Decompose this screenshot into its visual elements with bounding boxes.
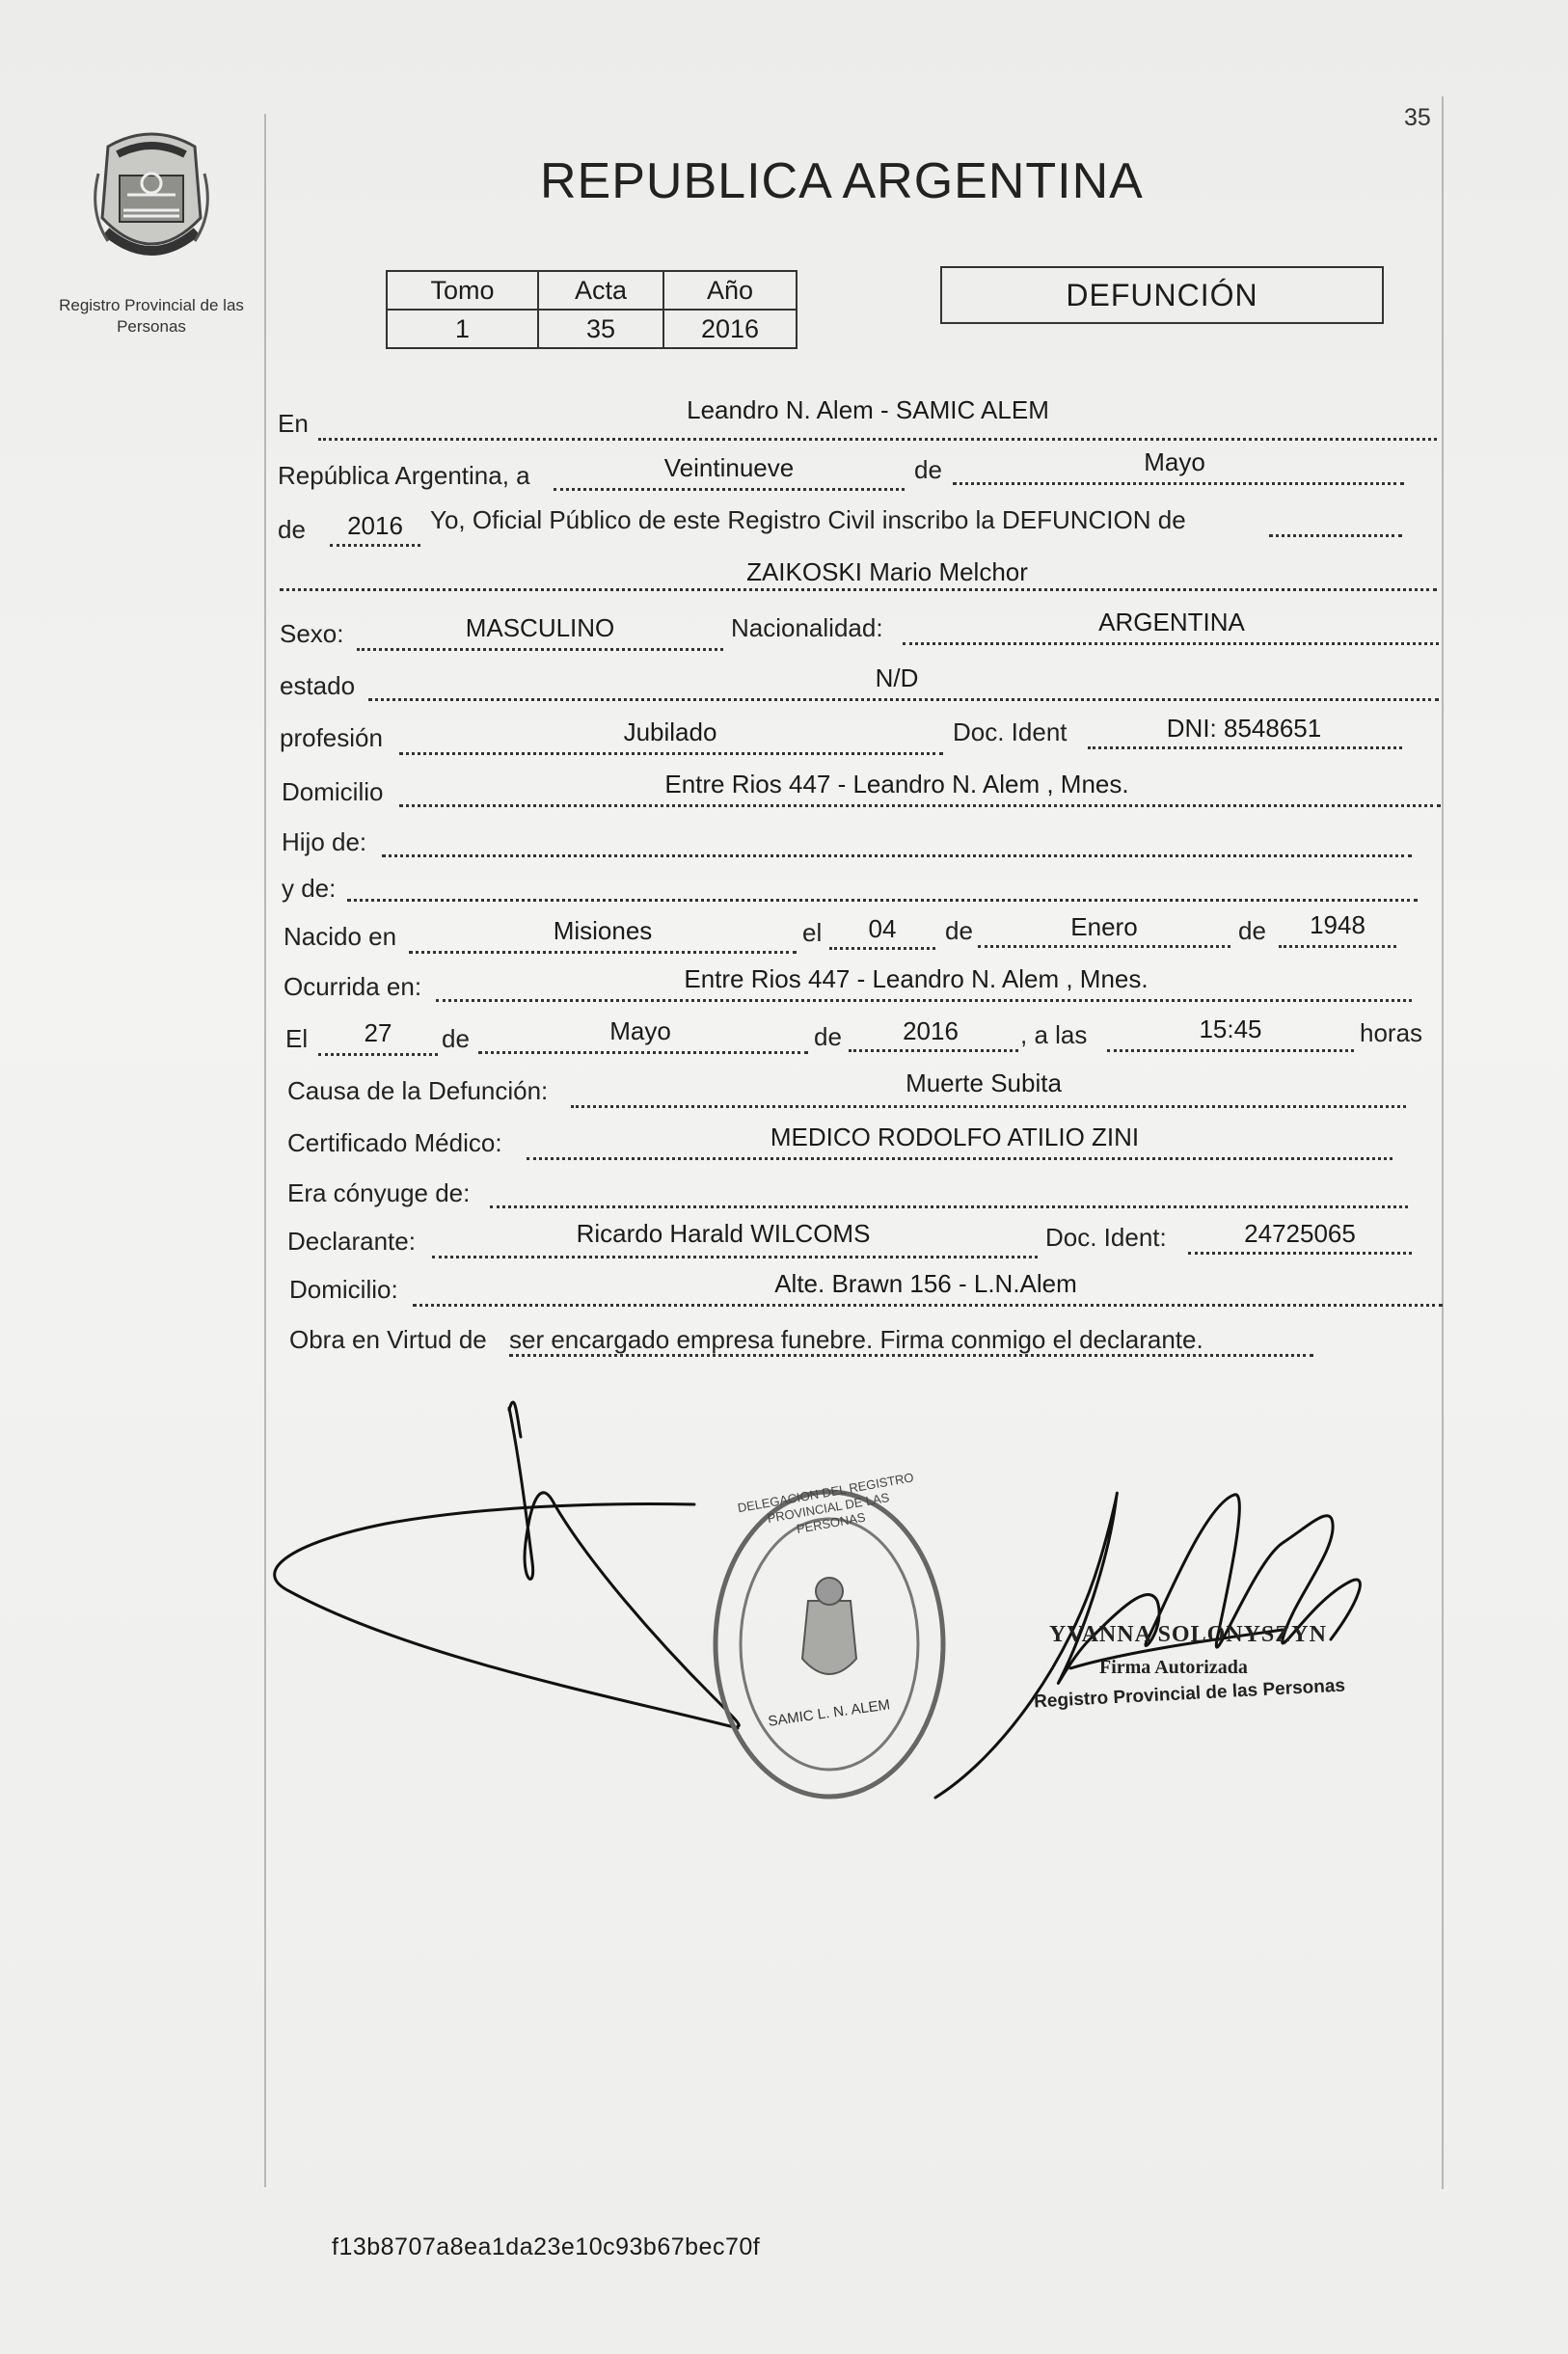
- year-prefix-label: de: [278, 515, 306, 544]
- officer-name: YVANNA SOLONYSZYN: [1049, 1622, 1327, 1647]
- nacido-label: Nacido en: [284, 922, 397, 951]
- header-anio: Año: [663, 271, 797, 310]
- estado-value: N/D: [875, 663, 919, 692]
- value-anio: 2016: [663, 310, 797, 348]
- conyuge-label: Era cónyuge de:: [287, 1178, 471, 1207]
- hijo-label: Hijo de:: [282, 827, 367, 856]
- causa-value: Muerte Subita: [906, 1069, 1062, 1097]
- officer-role: Firma Autorizada: [1099, 1657, 1248, 1678]
- profesion-label: profesión: [280, 723, 383, 752]
- death-el-label: El: [285, 1024, 309, 1053]
- estado-label: estado: [280, 671, 356, 700]
- death-de2-label: de: [814, 1022, 842, 1051]
- birth-de2-label: de: [1238, 916, 1266, 945]
- declarante-label: Declarante:: [287, 1227, 416, 1256]
- ocurrida-label: Ocurrida en:: [284, 972, 422, 1001]
- death-de1-label: de: [442, 1024, 470, 1053]
- registry-name: Registro Provincial de las Personas: [59, 296, 244, 336]
- alas-label: , a las: [1020, 1020, 1088, 1049]
- record-type-box: DEFUNCIÓN: [940, 266, 1384, 324]
- en-value: Leandro N. Alem - SAMIC ALEM: [687, 395, 1049, 424]
- declarante-doc-label: Doc. Ident:: [1045, 1223, 1167, 1252]
- obra-label: Obra en Virtud de: [289, 1325, 487, 1354]
- doc-ident-label: Doc. Ident: [953, 717, 1068, 746]
- certificado-label: Certificado Médico:: [287, 1128, 502, 1157]
- header-tomo: Tomo: [387, 271, 538, 310]
- de-label: de: [914, 455, 942, 484]
- day-value: Veintinueve: [663, 453, 795, 482]
- death-day-value: 27: [364, 1018, 392, 1047]
- causa-label: Causa de la Defunción:: [287, 1076, 549, 1105]
- declarante-doc-value: 24725065: [1244, 1219, 1356, 1248]
- ocurrida-value: Entre Rios 447 - Leandro N. Alem , Mnes.: [684, 964, 1149, 993]
- nacionalidad-label: Nacionalidad:: [731, 613, 883, 642]
- profesion-value: Jubilado: [623, 717, 717, 746]
- certificado-value: MEDICO RODOLFO ATILIO ZINI: [770, 1123, 1140, 1151]
- declarante-domicilio-label: Domicilio:: [289, 1275, 398, 1304]
- birth-day-value: 04: [868, 914, 897, 943]
- death-year-value: 2016: [903, 1016, 959, 1045]
- republica-label: República Argentina, a: [278, 461, 530, 490]
- header-acta: Acta: [538, 271, 663, 310]
- stamp-inner-text: SAMIC L. N. ALEM: [767, 1696, 892, 1730]
- horas-label: horas: [1360, 1018, 1423, 1047]
- doc-ident-value: DNI: 8548651: [1166, 714, 1322, 743]
- death-time-value: 15:45: [1199, 1015, 1262, 1043]
- year-value: 2016: [347, 511, 403, 540]
- nacido-value: Misiones: [553, 916, 653, 945]
- sexo-value: MASCULINO: [465, 613, 615, 642]
- birth-month-value: Enero: [1070, 912, 1138, 941]
- nacionalidad-value: ARGENTINA: [1098, 608, 1245, 636]
- birth-year-value: 1948: [1310, 910, 1365, 939]
- month-value: Mayo: [1144, 447, 1205, 476]
- death-month-value: Mayo: [609, 1016, 671, 1045]
- declarante-domicilio-value: Alte. Brawn 156 - L.N.Alem: [774, 1269, 1077, 1298]
- sexo-label: Sexo:: [280, 619, 344, 648]
- document-hash: f13b8707a8ea1da23e10c93b67bec70f: [332, 2233, 761, 2260]
- value-tomo: 1: [387, 310, 538, 348]
- stamp-ring-text: DELEGACION DEL REGISTRO PROVINCIAL DE LAS PERSONAS: [736, 1470, 915, 1536]
- value-acta: 35: [538, 310, 663, 348]
- domicilio-label: Domicilio: [282, 777, 384, 806]
- deceased-name: ZAIKOSKI Mario Melchor: [746, 557, 1028, 586]
- declarante-value: Ricardo Harald WILCOMS: [576, 1219, 871, 1248]
- el-label: el: [802, 918, 823, 947]
- officer-statement: Yo, Oficial Público de este Registro Civil inscribo la DEFUNCION de: [430, 505, 1186, 534]
- page-number: 35: [1404, 104, 1431, 131]
- en-label: En: [278, 409, 309, 438]
- yde-label: y de:: [282, 874, 337, 903]
- obra-value: ser encargado empresa funebre. Firma conmigo el declarante.: [509, 1325, 1203, 1354]
- document-title: REPUBLICA ARGENTINA: [540, 153, 1144, 209]
- declarant-signature: [275, 1402, 740, 1728]
- domicilio-value: Entre Rios 447 - Leandro N. Alem , Mnes.: [664, 770, 1129, 798]
- birth-de1-label: de: [945, 916, 973, 945]
- officer-office: Registro Provincial de las Personas: [1033, 1675, 1346, 1713]
